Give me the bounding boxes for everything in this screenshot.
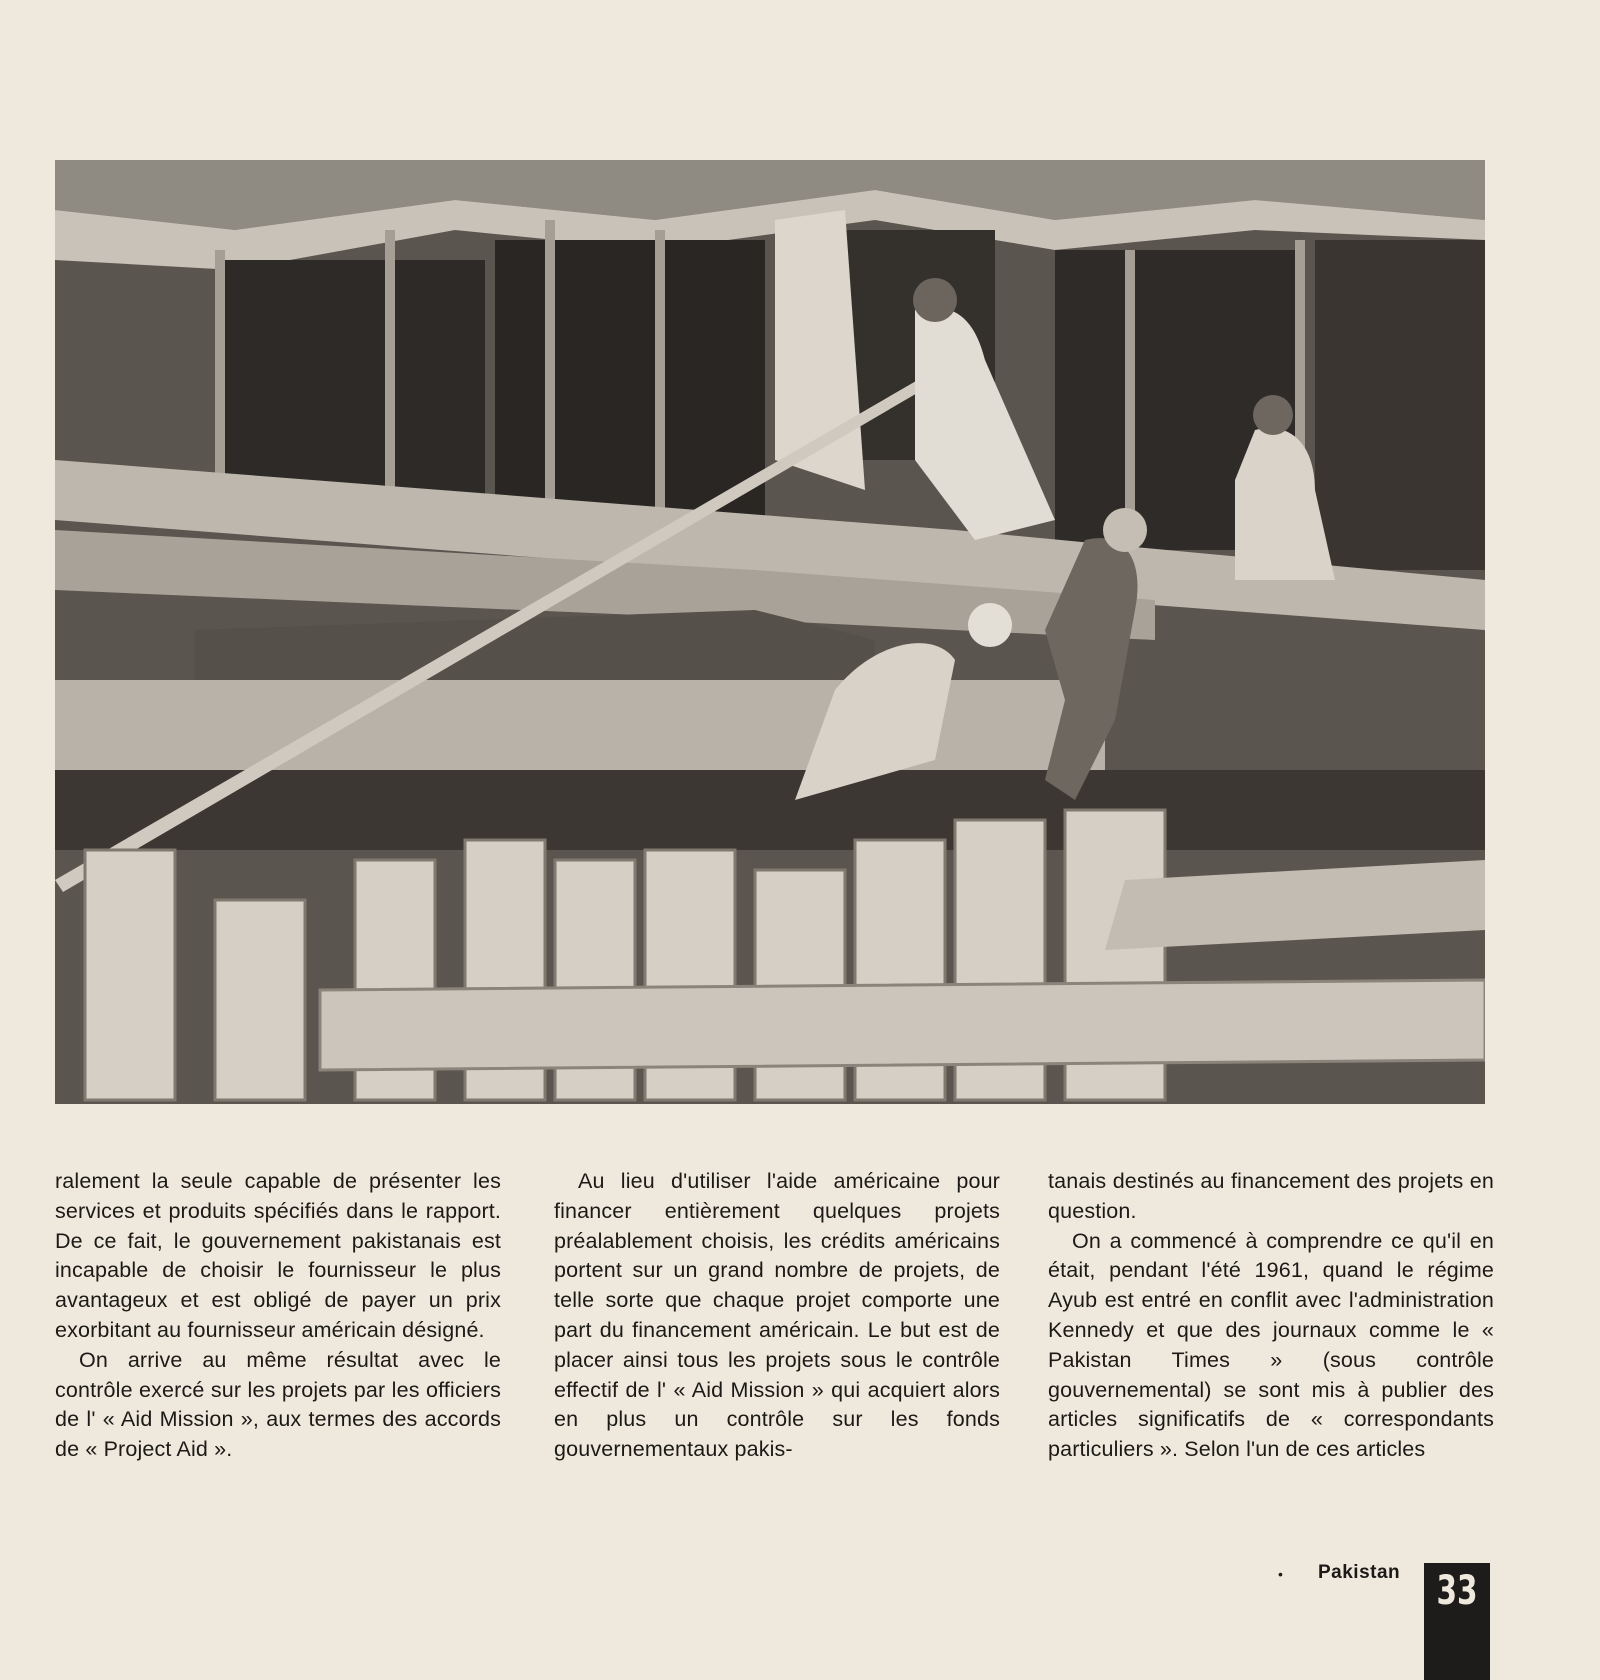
footer-dot: •: [1278, 1566, 1283, 1582]
text-column-1: [55, 1167, 501, 1465]
page-number: 33: [1436, 1568, 1478, 1614]
paragraph: On arrive au même résultat avec le contrôle exercé sur les projets par les officiers de l' « Aid Mission », aux termes des accords de « Project Aid ».: [55, 1347, 501, 1462]
boats-illustration: [55, 160, 1485, 1104]
page-number-box: [1424, 1563, 1490, 1680]
running-footer-title: Pakistan: [1318, 1562, 1401, 1583]
paragraph: Au lieu d'utiliser l'aide américaine pour financer entièrement quelques projets préalablement choisis, les crédits américains portent sur un grand nombre de projets, de telle sorte que chaque projet comporte une part du financement américain. Le but est de placer ainsi tous les projets sous le contrôle effectif de l' « Aid Mission » qui acquiert alors en plus un contrôle sur les fonds gouvernementaux pakis-: [554, 1169, 1000, 1462]
paragraph: tanais destinés au financement des projets en question.: [1048, 1169, 1494, 1223]
paragraph: ralement la seule capable de présenter les services et produits spécifiés dans le rapport. De ce fait, le gouvernement pakistanais est incapable de choisir le fournisseur le plus avantageux et est obligé de payer un prix exorbitant au fournisseur américain désigné.: [55, 1169, 501, 1342]
text-column-3: [1048, 1167, 1494, 1465]
paragraph: On a commencé à comprendre ce qu'il en était, pendant l'été 1961, quand le régime Ayub est entré en conflit avec l'administration Kennedy et que des journaux comme le « Pakistan Times » (sous contrôle gouvernemental) se sont mis à publier des articles significatifs de « correspondants particuliers ». Selon l'un de ces articles: [1048, 1228, 1494, 1462]
photo-boats: [55, 160, 1485, 1104]
text-column-2: [554, 1167, 1000, 1465]
